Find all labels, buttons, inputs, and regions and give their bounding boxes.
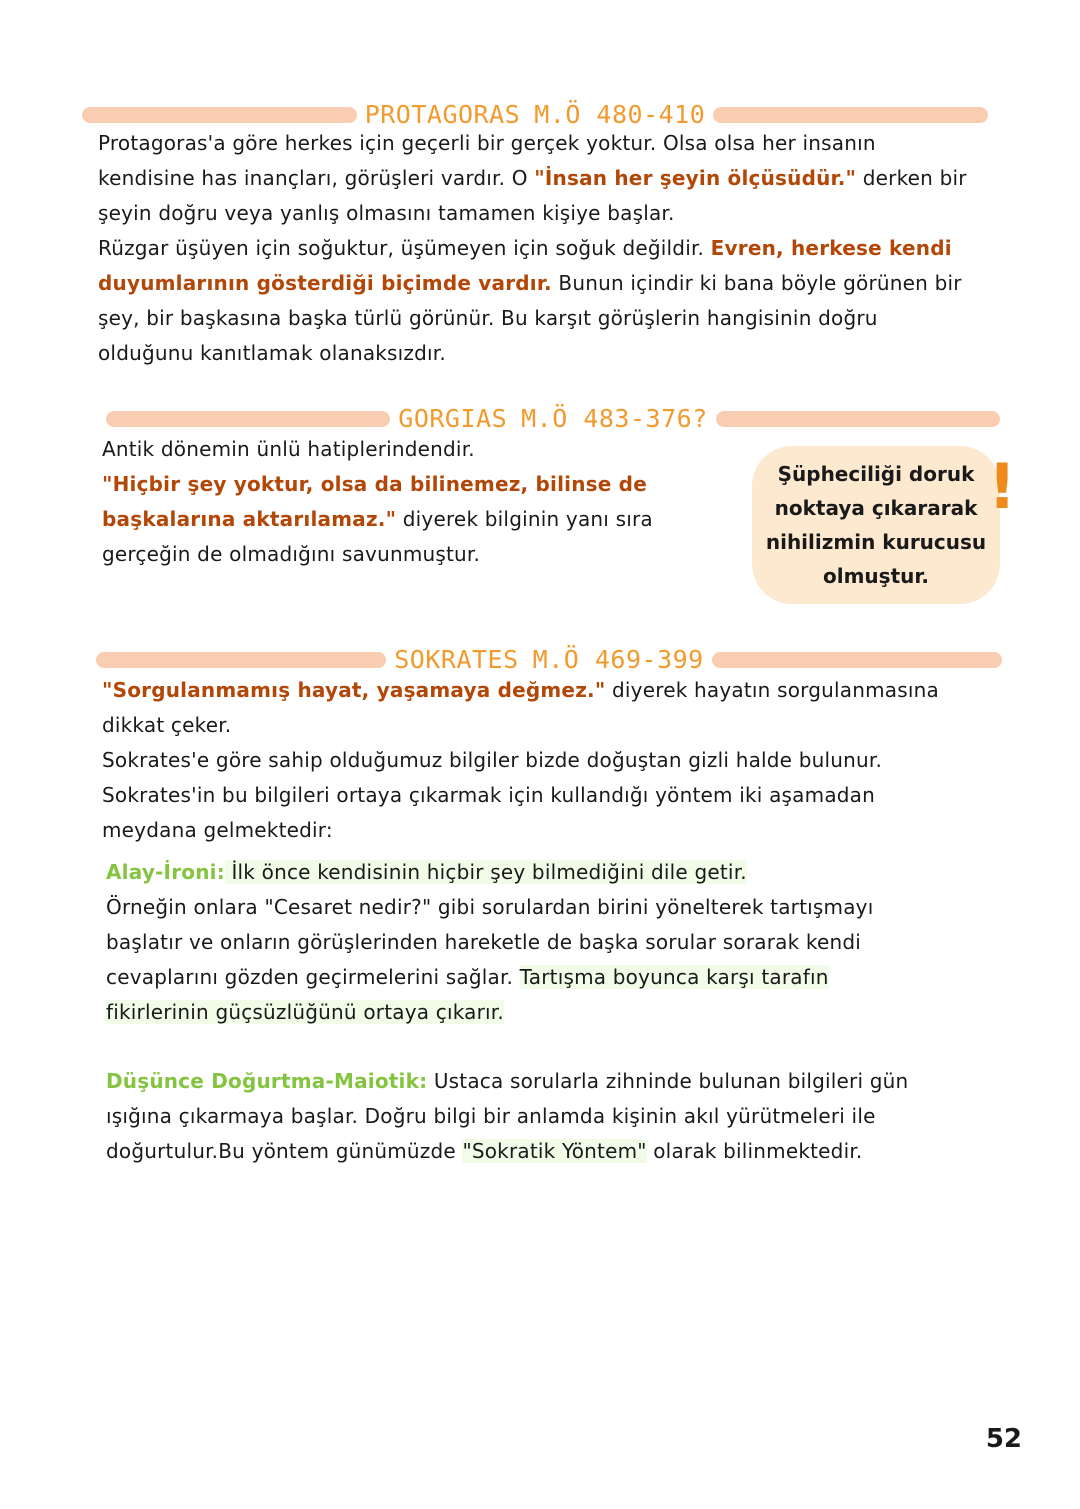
highlighted-text: fikirlerinin güçsüzlüğünü ortaya çıkarır. — [106, 1000, 504, 1024]
text-segment: dikkat çeker. — [102, 713, 232, 737]
text-segment: başlatır ve onların görüşlerinden hareketle de başka sorular sorarak kendi — [106, 930, 862, 954]
heading-bar-right — [713, 107, 988, 123]
highlighted-text: Evren, herkese kendi — [710, 236, 952, 260]
text-line — [106, 890, 1026, 925]
heading-name: GORGIAS — [398, 404, 508, 433]
text-line — [102, 673, 1022, 708]
text-line — [98, 196, 1018, 231]
text-line — [102, 708, 1022, 743]
sokrates-heading — [96, 645, 1002, 674]
highlighted-text: "Sokratik Yöntem" — [462, 1139, 647, 1163]
highlighted-text: "İnsan her şeyin ölçüsüdür." — [534, 166, 857, 190]
heading-text — [365, 100, 706, 129]
text-segment: gerçeğin de olmadığını savunmuştur. — [102, 542, 481, 566]
alay-ironi-paragraph — [106, 855, 1026, 1030]
callout-line: Şüpheciliği doruk — [777, 462, 975, 486]
text-line — [98, 161, 1018, 196]
text-segment: şey, bir başkasına başka türlü görünür. Bu karşıt görüşlerin hangisinin doğru — [98, 306, 878, 330]
callout-text — [761, 457, 991, 593]
text-line — [98, 126, 1018, 161]
text-line — [98, 301, 1018, 336]
text-line — [102, 813, 1022, 848]
text-segment: cevaplarını gözden geçirmelerini sağlar. — [106, 965, 520, 989]
text-segment: diyerek bilginin yanı sıra — [396, 507, 653, 531]
heading-bar-left — [82, 107, 357, 123]
text-line — [98, 231, 1018, 266]
callout-line: olmuştur. — [823, 564, 929, 588]
highlighted-text: Alay-İroni: — [106, 860, 225, 884]
text-line — [102, 537, 742, 572]
heading-name: SOKRATES — [394, 645, 519, 674]
text-line — [102, 432, 742, 467]
text-segment: şeyin doğru veya yanlış olmasını tamamen kişiye başlar. — [98, 201, 675, 225]
exclamation-icon: ! — [988, 450, 1017, 523]
text-segment: olarak bilinmektedir. — [646, 1139, 863, 1163]
heading-era: M.Ö 469-399 — [532, 645, 704, 674]
highlighted-text: İlk önce kendisinin hiçbir şey bilmediğini dile getir. — [224, 860, 747, 884]
highlighted-text: Düşünce Doğurtma-Maiotik: — [106, 1069, 428, 1093]
heading-bar-right — [712, 652, 1002, 668]
text-segment: Protagoras'a göre herkes için geçerli bir gerçek yoktur. Olsa olsa her insanın — [98, 131, 876, 155]
text-line — [106, 1134, 1026, 1169]
text-segment: diyerek hayatın sorgulanmasına — [605, 678, 939, 702]
highlighted-text: "Hiçbir şey yoktur, olsa da bilinemez, bilinse de — [102, 472, 647, 496]
text-segment: Sokrates'e göre sahip olduğumuz bilgiler bizde doğuştan gizli halde bulunur. — [102, 748, 883, 772]
heading-bar-left — [106, 411, 390, 427]
text-segment: Antik dönemin ünlü hatiplerindendir. — [102, 437, 475, 461]
text-line — [102, 467, 742, 502]
text-segment: Örneğin onlara "Cesaret nedir?" gibi sorulardan birini yönelterek tartışmayı — [106, 895, 874, 919]
text-segment: ışığına çıkarmaya başlar. Doğru bilgi bir anlamda kişinin akıl yürütmeleri ile — [106, 1104, 876, 1128]
sokrates-paragraph — [102, 673, 1022, 848]
text-segment: kendisine has inançları, görüşleri vardır. O — [98, 166, 535, 190]
heading-era: M.Ö 483-376? — [521, 404, 708, 433]
callout-bubble — [752, 446, 1000, 604]
text-line — [106, 925, 1026, 960]
text-line — [106, 1099, 1026, 1134]
text-segment: Rüzgar üşüyen için soğuktur, üşümeyen için soğuk değildir. — [98, 236, 711, 260]
text-segment: meydana gelmektedir: — [102, 818, 333, 842]
text-line — [102, 743, 1022, 778]
heading-text — [394, 645, 704, 674]
text-line — [102, 778, 1022, 813]
text-segment: doğurtulur.Bu yöntem günümüzde — [106, 1139, 463, 1163]
heading-bar-left — [96, 652, 386, 668]
protagoras-heading — [82, 100, 988, 129]
heading-text — [398, 404, 707, 433]
text-line — [106, 1064, 1026, 1099]
highlighted-text: duyumlarının gösterdiği biçimde vardır. — [98, 271, 552, 295]
text-line — [106, 995, 1026, 1030]
heading-era: M.Ö 480-410 — [534, 100, 706, 129]
text-line — [106, 855, 1026, 890]
text-segment: derken bir — [856, 166, 967, 190]
text-line — [98, 336, 1018, 371]
gorgias-heading — [106, 404, 1000, 433]
text-line — [98, 266, 1018, 301]
gorgias-paragraph — [102, 432, 742, 572]
heading-name: PROTAGORAS — [364, 100, 521, 129]
callout-line: nihilizmin kurucusu — [765, 530, 987, 554]
heading-bar-right — [716, 411, 1000, 427]
callout-line: noktaya çıkararak — [774, 496, 978, 520]
text-line — [106, 960, 1026, 995]
text-segment: Ustaca sorularla zihninde bulunan bilgileri gün — [427, 1069, 909, 1093]
text-line — [102, 502, 742, 537]
maiotik-paragraph — [106, 1064, 1026, 1169]
highlighted-text: Tartışma boyunca karşı tarafın — [519, 965, 829, 989]
text-segment: olduğunu kanıtlamak olanaksızdır. — [98, 341, 446, 365]
protagoras-paragraph — [98, 126, 1018, 371]
text-segment: Bunun içindir ki bana böyle görünen bir — [551, 271, 962, 295]
page-number: 52 — [985, 1424, 1022, 1454]
text-segment: Sokrates'in bu bilgileri ortaya çıkarmak için kullandığı yöntem iki aşamadan — [102, 783, 876, 807]
highlighted-text: "Sorgulanmamış hayat, yaşamaya değmez." — [102, 678, 606, 702]
highlighted-text: başkalarına aktarılamaz." — [102, 507, 397, 531]
